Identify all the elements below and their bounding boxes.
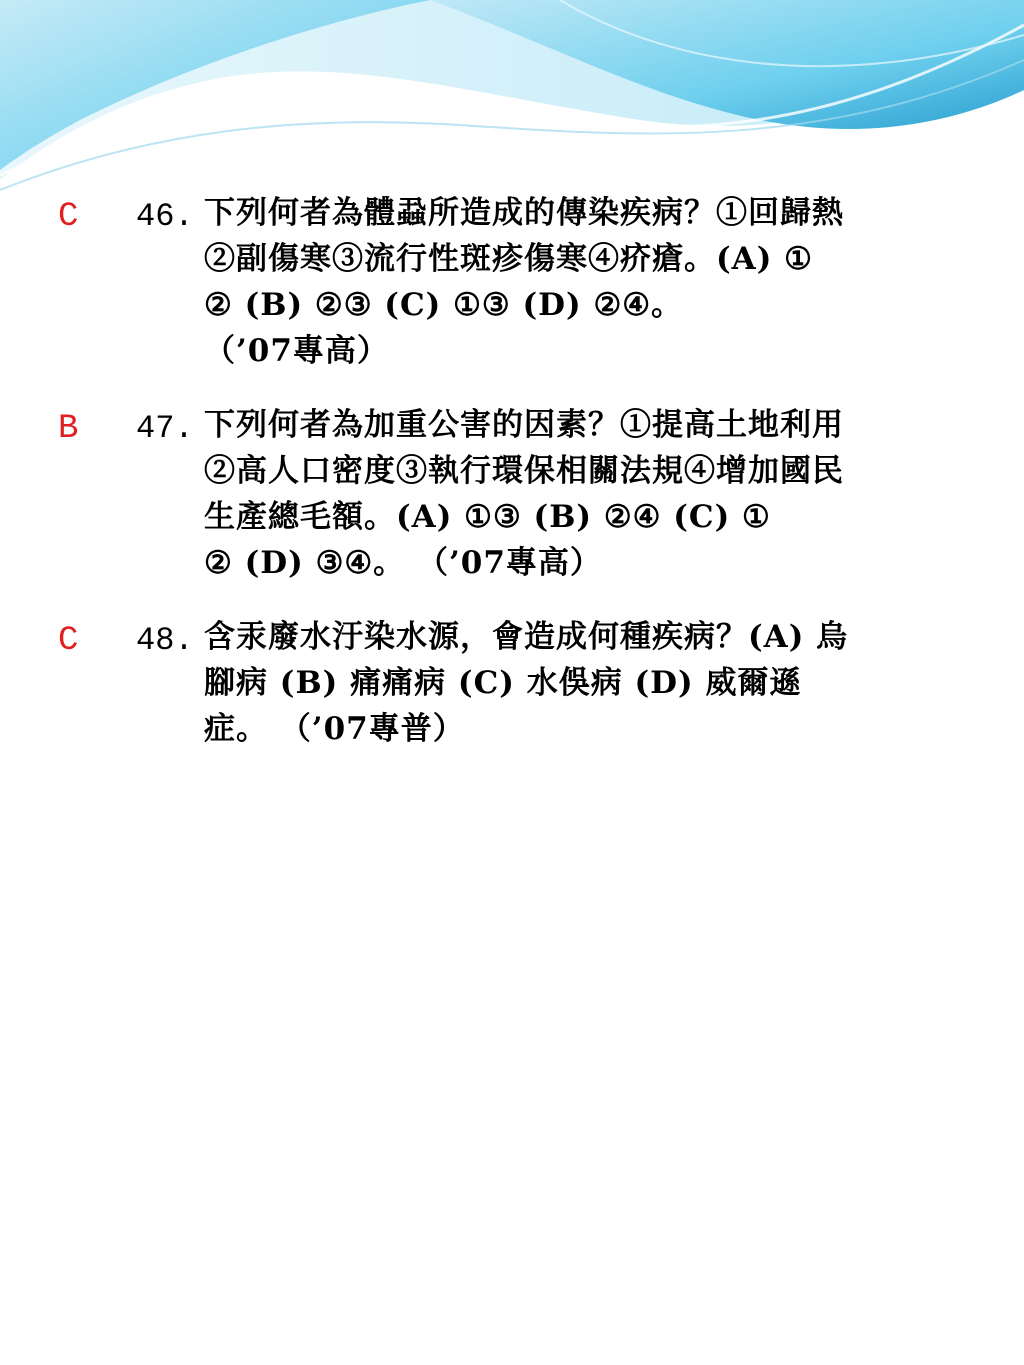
question-line: 腳病 (B) 痛痛病 (C) 水俁病 (D) 威爾遜 bbox=[204, 665, 802, 701]
question-line: ②高人口密度③執行環保相關法規④增加國民 bbox=[204, 453, 844, 489]
wave-banner bbox=[0, 0, 1024, 200]
question-text bbox=[204, 402, 994, 586]
question-number: 48. bbox=[136, 622, 194, 659]
answer-key: B bbox=[58, 410, 79, 448]
answer-key: C bbox=[58, 622, 79, 660]
question-line: 含汞廢水汙染水源，會造成何種疾病？(A) 烏 bbox=[204, 619, 849, 655]
question-number: 46. bbox=[136, 198, 194, 235]
question-line: ②副傷寒③流行性斑疹傷寒④疥瘡。(A) ① bbox=[204, 241, 813, 277]
question-text bbox=[204, 614, 994, 752]
question-line: 症。 （’07專普） bbox=[204, 711, 465, 747]
question-line: 下列何者為加重公害的因素？①提高土地利用 bbox=[204, 407, 844, 443]
question-line: （’07專高） bbox=[204, 333, 389, 369]
question-46 bbox=[0, 190, 1024, 374]
question-line: 生產總毛額。(A) ①③ (B) ②④ (C) ① bbox=[204, 499, 771, 535]
question-48 bbox=[0, 614, 1024, 752]
question-line: 下列何者為體蝨所造成的傳染疾病？①回歸熱 bbox=[204, 195, 844, 231]
answer-key: C bbox=[58, 198, 79, 236]
question-line: ② (D) ③④。 （’07專高） bbox=[204, 545, 602, 581]
question-number: 47. bbox=[136, 410, 194, 447]
question-text bbox=[204, 190, 994, 374]
question-47 bbox=[0, 402, 1024, 586]
question-list bbox=[0, 190, 1024, 780]
question-line: ② (B) ②③ (C) ①③ (D) ②④。 bbox=[204, 287, 684, 323]
